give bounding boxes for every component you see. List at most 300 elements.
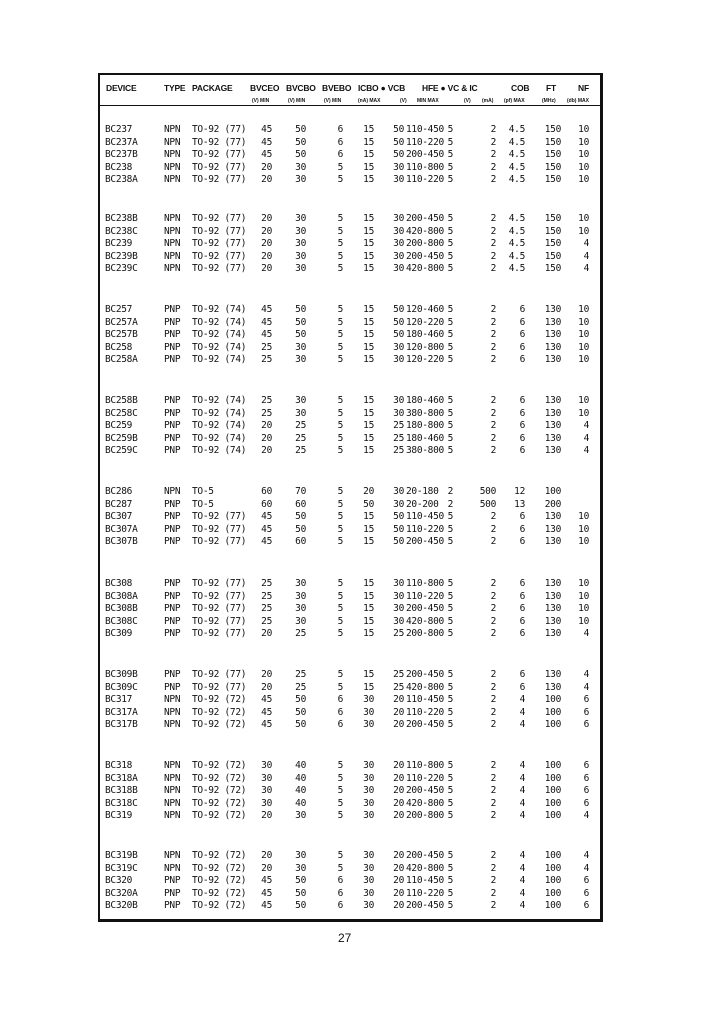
- cell-vc: 5: [447, 615, 453, 627]
- cell-bvebo: 5: [337, 615, 343, 627]
- header-bvebo: BVEBO: [322, 83, 352, 93]
- cell-package: TO-92 (77): [192, 511, 247, 523]
- cell-ic: 2: [490, 603, 496, 615]
- cell-bvcbo: 30: [295, 250, 306, 262]
- cell-cob: 6: [519, 329, 525, 341]
- cell-nf: 6: [583, 887, 589, 899]
- cell-bvcbo: 25: [295, 445, 306, 457]
- cell-package: TO-92 (74): [192, 304, 247, 315]
- cell-hfe: 200-450: [406, 669, 444, 680]
- cell-hfe: 120-800: [406, 341, 444, 353]
- cell-hfe: 380-800: [406, 407, 444, 419]
- cell-bvceo: 45: [261, 124, 272, 135]
- cell-bvebo: 5: [337, 432, 343, 444]
- cell-bvceo: 45: [261, 316, 272, 328]
- cell-device: BC259: [105, 420, 133, 432]
- cell-ic: 2: [490, 628, 496, 640]
- cell-type: NPN: [164, 486, 181, 497]
- cell-package: TO-92 (77): [192, 250, 247, 262]
- cell-vcb: 20: [393, 694, 404, 706]
- cell-bvcbo: 30: [295, 810, 306, 822]
- cell-vc: 5: [447, 225, 453, 237]
- cell-ic: 2: [490, 161, 496, 173]
- cell-bvceo: 60: [261, 498, 272, 510]
- cell-nf: 4: [583, 669, 589, 680]
- cell-type: PNP: [164, 304, 181, 315]
- cell-device: BC318A: [105, 772, 138, 784]
- cell-bvcbo: 50: [295, 887, 306, 899]
- cell-package: TO-92 (72): [192, 797, 247, 809]
- cell-bvebo: 6: [337, 719, 343, 731]
- cell-device: BC308: [105, 578, 133, 589]
- cell-bvcbo: 50: [295, 875, 306, 887]
- cell-hfe: 110-450: [406, 694, 444, 706]
- cell-nf: 4: [583, 432, 589, 444]
- cell-cob: 6: [519, 511, 525, 523]
- cell-hfe: 120-460: [406, 304, 444, 315]
- cell-ft: 100: [544, 862, 561, 874]
- cell-icbo: 15: [363, 590, 374, 602]
- cell-ic: 2: [490, 772, 496, 784]
- cell-bvebo: 5: [337, 174, 343, 186]
- cell-hfe: 110-800: [406, 760, 444, 771]
- cell-ic: 2: [490, 304, 496, 315]
- header-hfe-vc-ic: HFE ● VC & IC: [422, 83, 478, 93]
- cell-hfe: 110-450: [406, 124, 444, 135]
- cell-vcb: 50: [393, 523, 404, 535]
- cell-ic: 2: [490, 760, 496, 771]
- cell-bvcbo: 30: [295, 395, 306, 406]
- cell-package: TO-92 (72): [192, 875, 247, 887]
- cell-vc: 5: [447, 238, 453, 250]
- cell-bvcbo: 30: [295, 213, 306, 224]
- cell-type: PNP: [164, 590, 181, 602]
- cell-type: NPN: [164, 174, 181, 186]
- cell-ft: 100: [544, 850, 561, 861]
- cell-bvcbo: 40: [295, 772, 306, 784]
- cell-type: PNP: [164, 354, 181, 366]
- cell-vc: 5: [447, 124, 453, 135]
- cell-vcb: 50: [393, 136, 404, 148]
- cell-vcb: 30: [393, 578, 404, 589]
- cell-ft: 130: [544, 603, 561, 615]
- cell-hfe: 200-800: [406, 238, 444, 250]
- cell-icbo: 15: [363, 304, 374, 315]
- cell-bvebo: 5: [337, 603, 343, 615]
- cell-icbo: 15: [363, 628, 374, 640]
- cell-vcb: 20: [393, 862, 404, 874]
- cell-package: TO-92 (77): [192, 136, 247, 148]
- cell-cob: 4: [519, 694, 525, 706]
- unit-ft: (MHz): [542, 98, 556, 104]
- cell-vcb: 30: [393, 395, 404, 406]
- cell-bvcbo: 50: [295, 329, 306, 341]
- cell-package: TO-92 (77): [192, 263, 247, 275]
- cell-hfe: 200-800: [406, 628, 444, 640]
- cell-bvceo: 30: [261, 760, 272, 771]
- cell-bvcbo: 70: [295, 486, 306, 497]
- cell-device: BC259B: [105, 432, 138, 444]
- cell-vcb: 20: [393, 850, 404, 861]
- cell-device: BC308A: [105, 590, 138, 602]
- cell-ic: 2: [490, 887, 496, 899]
- cell-icbo: 15: [363, 420, 374, 432]
- cell-ic: 2: [490, 395, 496, 406]
- cell-ft: 100: [544, 900, 561, 912]
- cell-ft: 130: [544, 354, 561, 366]
- cell-bvcbo: 50: [295, 511, 306, 523]
- cell-bvcbo: 50: [295, 706, 306, 718]
- cell-nf: 10: [578, 354, 589, 366]
- cell-vcb: 30: [393, 603, 404, 615]
- cell-ic: 2: [490, 432, 496, 444]
- cell-bvcbo: 30: [295, 225, 306, 237]
- cell-device: BC239C: [105, 263, 138, 275]
- cell-ic: 2: [490, 174, 496, 186]
- cell-ft: 100: [544, 486, 561, 497]
- cell-ic: 500: [479, 486, 496, 497]
- cell-type: NPN: [164, 263, 181, 275]
- cell-device: BC309B: [105, 669, 138, 680]
- cell-icbo: 15: [363, 603, 374, 615]
- cell-bvceo: 25: [261, 603, 272, 615]
- cell-type: PNP: [164, 341, 181, 353]
- cell-ft: 100: [544, 706, 561, 718]
- cell-nf: 10: [578, 590, 589, 602]
- cell-bvcbo: 50: [295, 719, 306, 731]
- cell-ic: 2: [490, 250, 496, 262]
- cell-package: TO-92 (74): [192, 407, 247, 419]
- cell-type: NPN: [164, 810, 181, 822]
- unit-hfe: MIN MAX: [417, 98, 439, 104]
- cell-nf: 6: [583, 760, 589, 771]
- cell-package: TO-92 (77): [192, 536, 247, 548]
- cell-bvebo: 5: [337, 354, 343, 366]
- cell-cob: 4.5: [508, 136, 525, 148]
- cell-ft: 130: [544, 615, 561, 627]
- cell-bvcbo: 50: [295, 149, 306, 161]
- cell-nf: 10: [578, 536, 589, 548]
- cell-bvceo: 20: [261, 850, 272, 861]
- cell-vcb: 30: [393, 486, 404, 497]
- cell-hfe: 200-800: [406, 810, 444, 822]
- cell-bvceo: 45: [261, 706, 272, 718]
- cell-cob: 4.5: [508, 124, 525, 135]
- cell-package: TO-92 (77): [192, 225, 247, 237]
- cell-bvcbo: 30: [295, 174, 306, 186]
- cell-bvcbo: 40: [295, 785, 306, 797]
- cell-bvebo: 5: [337, 486, 343, 497]
- cell-vcb: 30: [393, 590, 404, 602]
- cell-bvceo: 20: [261, 250, 272, 262]
- cell-type: PNP: [164, 498, 181, 510]
- cell-bvceo: 25: [261, 395, 272, 406]
- cell-package: TO-92 (74): [192, 341, 247, 353]
- cell-hfe: 180-460: [406, 432, 444, 444]
- cell-device: BC317: [105, 694, 133, 706]
- cell-ic: 2: [490, 810, 496, 822]
- cell-cob: 6: [519, 432, 525, 444]
- cell-bvebo: 5: [337, 590, 343, 602]
- cell-vc: 5: [447, 862, 453, 874]
- cell-ic: 2: [490, 420, 496, 432]
- cell-package: TO-92 (72): [192, 900, 247, 912]
- cell-type: PNP: [164, 578, 181, 589]
- cell-package: TO-92 (72): [192, 694, 247, 706]
- cell-type: PNP: [164, 681, 181, 693]
- cell-bvceo: 20: [261, 669, 272, 680]
- cell-bvceo: 60: [261, 486, 272, 497]
- cell-ft: 100: [544, 887, 561, 899]
- cell-package: TO-92 (77): [192, 590, 247, 602]
- cell-hfe: 110-220: [406, 523, 444, 535]
- cell-type: NPN: [164, 213, 181, 224]
- cell-bvcbo: 25: [295, 681, 306, 693]
- cell-vc: 2: [447, 498, 453, 510]
- cell-vc: 5: [447, 578, 453, 589]
- cell-bvebo: 6: [337, 900, 343, 912]
- cell-vcb: 20: [393, 719, 404, 731]
- cell-ft: 130: [544, 304, 561, 315]
- cell-vcb: 30: [393, 615, 404, 627]
- cell-vcb: 30: [393, 341, 404, 353]
- cell-hfe: 120-220: [406, 316, 444, 328]
- cell-hfe: 110-220: [406, 590, 444, 602]
- cell-type: NPN: [164, 706, 181, 718]
- cell-vc: 5: [447, 329, 453, 341]
- cell-package: TO-92 (77): [192, 681, 247, 693]
- cell-vc: 5: [447, 669, 453, 680]
- cell-ft: 130: [544, 536, 561, 548]
- cell-vc: 5: [447, 420, 453, 432]
- cell-package: TO-92 (72): [192, 862, 247, 874]
- cell-vcb: 50: [393, 536, 404, 548]
- cell-ic: 2: [490, 669, 496, 680]
- cell-package: TO-92 (77): [192, 174, 247, 186]
- cell-cob: 4: [519, 797, 525, 809]
- cell-ic: 2: [490, 850, 496, 861]
- cell-icbo: 30: [363, 900, 374, 912]
- cell-type: NPN: [164, 785, 181, 797]
- cell-icbo: 15: [363, 329, 374, 341]
- cell-icbo: 15: [363, 432, 374, 444]
- cell-ft: 100: [544, 772, 561, 784]
- cell-device: BC287: [105, 498, 133, 510]
- cell-hfe: 20-200: [406, 498, 439, 510]
- cell-ft: 150: [544, 238, 561, 250]
- cell-bvebo: 5: [337, 445, 343, 457]
- cell-vc: 5: [447, 590, 453, 602]
- cell-bvebo: 5: [337, 395, 343, 406]
- cell-type: PNP: [164, 420, 181, 432]
- cell-vc: 5: [447, 900, 453, 912]
- cell-hfe: 20-180: [406, 486, 439, 497]
- cell-device: BC319C: [105, 862, 138, 874]
- cell-vc: 5: [447, 213, 453, 224]
- cell-bvcbo: 30: [295, 407, 306, 419]
- cell-bvceo: 20: [261, 628, 272, 640]
- cell-bvcbo: 25: [295, 669, 306, 680]
- cell-cob: 4: [519, 706, 525, 718]
- cell-ft: 130: [544, 523, 561, 535]
- cell-ft: 150: [544, 174, 561, 186]
- cell-nf: 10: [578, 615, 589, 627]
- cell-type: NPN: [164, 760, 181, 771]
- cell-cob: 6: [519, 590, 525, 602]
- cell-vcb: 25: [393, 681, 404, 693]
- header-device: DEVICE: [106, 83, 137, 93]
- cell-icbo: 15: [363, 407, 374, 419]
- cell-vcb: 20: [393, 810, 404, 822]
- cell-cob: 4: [519, 887, 525, 899]
- cell-vc: 5: [447, 797, 453, 809]
- cell-ft: 150: [544, 250, 561, 262]
- cell-nf: 10: [578, 511, 589, 523]
- cell-vc: 5: [447, 250, 453, 262]
- cell-ic: 2: [490, 238, 496, 250]
- cell-icbo: 15: [363, 136, 374, 148]
- cell-hfe: 110-450: [406, 875, 444, 887]
- cell-icbo: 15: [363, 124, 374, 135]
- cell-icbo: 15: [363, 511, 374, 523]
- cell-ft: 150: [544, 136, 561, 148]
- cell-hfe: 110-220: [406, 174, 444, 186]
- cell-vcb: 30: [393, 354, 404, 366]
- unit-bvceo: (V) MIN: [252, 98, 270, 104]
- cell-ft: 130: [544, 341, 561, 353]
- cell-bvceo: 45: [261, 887, 272, 899]
- cell-icbo: 30: [363, 772, 374, 784]
- cell-ft: 150: [544, 263, 561, 275]
- cell-bvceo: 45: [261, 875, 272, 887]
- cell-ft: 130: [544, 407, 561, 419]
- cell-cob: 6: [519, 628, 525, 640]
- cell-vc: 2: [447, 486, 453, 497]
- cell-ic: 2: [490, 341, 496, 353]
- cell-type: PNP: [164, 875, 181, 887]
- cell-ft: 150: [544, 225, 561, 237]
- cell-bvceo: 25: [261, 341, 272, 353]
- cell-vcb: 30: [393, 225, 404, 237]
- cell-bvceo: 20: [261, 445, 272, 457]
- cell-nf: 10: [578, 225, 589, 237]
- cell-cob: 6: [519, 669, 525, 680]
- cell-ft: 130: [544, 578, 561, 589]
- cell-type: PNP: [164, 536, 181, 548]
- cell-type: PNP: [164, 316, 181, 328]
- cell-vc: 5: [447, 536, 453, 548]
- cell-device: BC238: [105, 161, 133, 173]
- cell-bvebo: 5: [337, 161, 343, 173]
- cell-ic: 2: [490, 900, 496, 912]
- cell-nf: 10: [578, 149, 589, 161]
- cell-vc: 5: [447, 407, 453, 419]
- cell-cob: 6: [519, 354, 525, 366]
- cell-bvceo: 45: [261, 511, 272, 523]
- cell-bvceo: 25: [261, 590, 272, 602]
- cell-vc: 5: [447, 603, 453, 615]
- cell-ft: 100: [544, 694, 561, 706]
- cell-icbo: 15: [363, 161, 374, 173]
- cell-type: NPN: [164, 124, 181, 135]
- header-cob: COB: [511, 83, 530, 93]
- cell-package: TO-92 (72): [192, 785, 247, 797]
- cell-bvcbo: 50: [295, 136, 306, 148]
- cell-vc: 5: [447, 694, 453, 706]
- cell-bvceo: 20: [261, 432, 272, 444]
- cell-ic: 2: [490, 797, 496, 809]
- cell-type: NPN: [164, 694, 181, 706]
- cell-device: BC317A: [105, 706, 138, 718]
- cell-nf: 10: [578, 161, 589, 173]
- cell-bvcbo: 50: [295, 124, 306, 135]
- cell-ft: 130: [544, 511, 561, 523]
- cell-device: BC309C: [105, 681, 138, 693]
- cell-bvceo: 45: [261, 329, 272, 341]
- cell-hfe: 110-450: [406, 511, 444, 523]
- cell-package: TO-92 (77): [192, 628, 247, 640]
- cell-type: PNP: [164, 615, 181, 627]
- cell-bvceo: 45: [261, 149, 272, 161]
- cell-bvceo: 45: [261, 536, 272, 548]
- cell-nf: 10: [578, 304, 589, 315]
- cell-bvcbo: 25: [295, 420, 306, 432]
- cell-ft: 150: [544, 161, 561, 173]
- cell-bvceo: 45: [261, 900, 272, 912]
- cell-bvebo: 5: [337, 407, 343, 419]
- cell-icbo: 15: [363, 354, 374, 366]
- cell-icbo: 15: [363, 445, 374, 457]
- cell-cob: 4: [519, 719, 525, 731]
- cell-type: NPN: [164, 161, 181, 173]
- cell-nf: 6: [583, 900, 589, 912]
- cell-cob: 6: [519, 523, 525, 535]
- cell-vcb: 25: [393, 445, 404, 457]
- cell-nf: 10: [578, 213, 589, 224]
- cell-ft: 100: [544, 719, 561, 731]
- cell-type: NPN: [164, 225, 181, 237]
- cell-icbo: 30: [363, 875, 374, 887]
- cell-type: NPN: [164, 772, 181, 784]
- cell-device: BC258: [105, 341, 133, 353]
- header-package: PACKAGE: [192, 83, 233, 93]
- cell-ft: 130: [544, 329, 561, 341]
- cell-ft: 100: [544, 785, 561, 797]
- cell-bvebo: 5: [337, 785, 343, 797]
- cell-hfe: 420-800: [406, 681, 444, 693]
- cell-ic: 2: [490, 149, 496, 161]
- cell-icbo: 30: [363, 785, 374, 797]
- cell-vc: 5: [447, 875, 453, 887]
- cell-device: BC258A: [105, 354, 138, 366]
- cell-bvceo: 30: [261, 785, 272, 797]
- cell-cob: 6: [519, 681, 525, 693]
- cell-hfe: 110-220: [406, 772, 444, 784]
- cell-vc: 5: [447, 719, 453, 731]
- cell-nf: 4: [583, 681, 589, 693]
- cell-bvceo: 20: [261, 213, 272, 224]
- cell-nf: 10: [578, 329, 589, 341]
- cell-type: NPN: [164, 149, 181, 161]
- cell-cob: 6: [519, 316, 525, 328]
- cell-package: TO-92 (77): [192, 523, 247, 535]
- cell-bvcbo: 30: [295, 354, 306, 366]
- cell-device: BC259C: [105, 445, 138, 457]
- cell-vcb: 30: [393, 498, 404, 510]
- cell-bvcbo: 30: [295, 238, 306, 250]
- cell-ft: 130: [544, 445, 561, 457]
- cell-bvebo: 5: [337, 316, 343, 328]
